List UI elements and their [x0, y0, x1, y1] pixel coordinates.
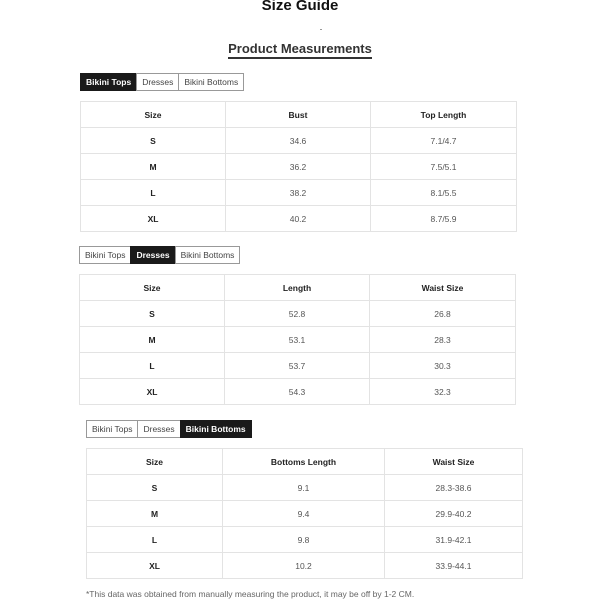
header-length: Length: [225, 275, 370, 301]
size-cell: S: [80, 301, 225, 327]
value-cell: 34.6: [226, 128, 371, 154]
value-cell: 53.7: [225, 353, 370, 379]
value-cell: 29.9-40.2: [385, 501, 523, 527]
value-cell: 36.2: [226, 154, 371, 180]
size-cell: M: [81, 154, 226, 180]
value-cell: 30.3: [370, 353, 516, 379]
tab-dresses[interactable]: Dresses: [130, 246, 175, 264]
value-cell: 8.1/5.5: [371, 180, 517, 206]
tab-dresses[interactable]: Dresses: [137, 420, 180, 438]
size-cell: XL: [81, 206, 226, 232]
size-cell: L: [87, 527, 223, 553]
table-row: [80, 353, 516, 379]
header-size: Size: [81, 102, 226, 128]
table-row: [80, 379, 516, 405]
tab-bikini-bottoms[interactable]: Bikini Bottoms: [178, 73, 244, 91]
size-cell: M: [87, 501, 223, 527]
table-row: [81, 128, 517, 154]
header-bust: Bust: [226, 102, 371, 128]
header-size: Size: [87, 449, 223, 475]
header-size: Size: [80, 275, 225, 301]
value-cell: 10.2: [223, 553, 385, 579]
value-cell: 26.8: [370, 301, 516, 327]
value-cell: 9.4: [223, 501, 385, 527]
table-row: [87, 527, 523, 553]
tab-bikini-bottoms[interactable]: Bikini Bottoms: [175, 246, 241, 264]
tab-bikini-tops[interactable]: Bikini Tops: [79, 246, 131, 264]
value-cell: 28.3: [370, 327, 516, 353]
table-row: [81, 206, 517, 232]
table-row: [81, 180, 517, 206]
tab-bar-1: [80, 73, 243, 91]
header-waist-size: Waist Size: [370, 275, 516, 301]
value-cell: 28.3-38.6: [385, 475, 523, 501]
value-cell: 33.9-44.1: [385, 553, 523, 579]
size-cell: L: [81, 180, 226, 206]
value-cell: 54.3: [225, 379, 370, 405]
footnote: *This data was obtained from manually measuring the product, it may be off by 1-2 CM.: [86, 589, 415, 599]
table-header-row: [87, 449, 523, 475]
header-bottoms-length: Bottoms Length: [223, 449, 385, 475]
tab-bar-2: [79, 246, 239, 264]
value-cell: 38.2: [226, 180, 371, 206]
value-cell: 9.8: [223, 527, 385, 553]
size-table-dresses: [79, 274, 516, 405]
tab-bikini-tops[interactable]: Bikini Tops: [86, 420, 138, 438]
value-cell: 53.1: [225, 327, 370, 353]
value-cell: 7.1/4.7: [371, 128, 517, 154]
value-cell: 7.5/5.1: [371, 154, 517, 180]
size-cell: M: [80, 327, 225, 353]
size-cell: XL: [80, 379, 225, 405]
value-cell: 31.9-42.1: [385, 527, 523, 553]
table-header-row: [80, 275, 516, 301]
value-cell: 9.1: [223, 475, 385, 501]
divider: [320, 29, 322, 30]
size-table-bikini-tops: [80, 101, 517, 232]
table-row: [87, 475, 523, 501]
size-cell: S: [87, 475, 223, 501]
tab-bikini-bottoms[interactable]: Bikini Bottoms: [180, 420, 252, 438]
size-cell: S: [81, 128, 226, 154]
size-cell: XL: [87, 553, 223, 579]
header-top-length: Top Length: [371, 102, 517, 128]
tab-bikini-tops[interactable]: Bikini Tops: [80, 73, 137, 91]
table-row: [81, 154, 517, 180]
header-waist-size: Waist Size: [385, 449, 523, 475]
tab-dresses[interactable]: Dresses: [136, 73, 179, 91]
value-cell: 52.8: [225, 301, 370, 327]
page-title: Size Guide: [261, 0, 339, 14]
table-row: [80, 327, 516, 353]
size-table-bikini-bottoms: [86, 448, 523, 579]
size-cell: L: [80, 353, 225, 379]
tab-bar-3: [86, 420, 251, 438]
table-row: [87, 501, 523, 527]
value-cell: 8.7/5.9: [371, 206, 517, 232]
value-cell: 40.2: [226, 206, 371, 232]
table-header-row: [81, 102, 517, 128]
value-cell: 32.3: [370, 379, 516, 405]
table-row: [80, 301, 516, 327]
table-row: [87, 553, 523, 579]
section-title: Product Measurements: [0, 41, 600, 56]
